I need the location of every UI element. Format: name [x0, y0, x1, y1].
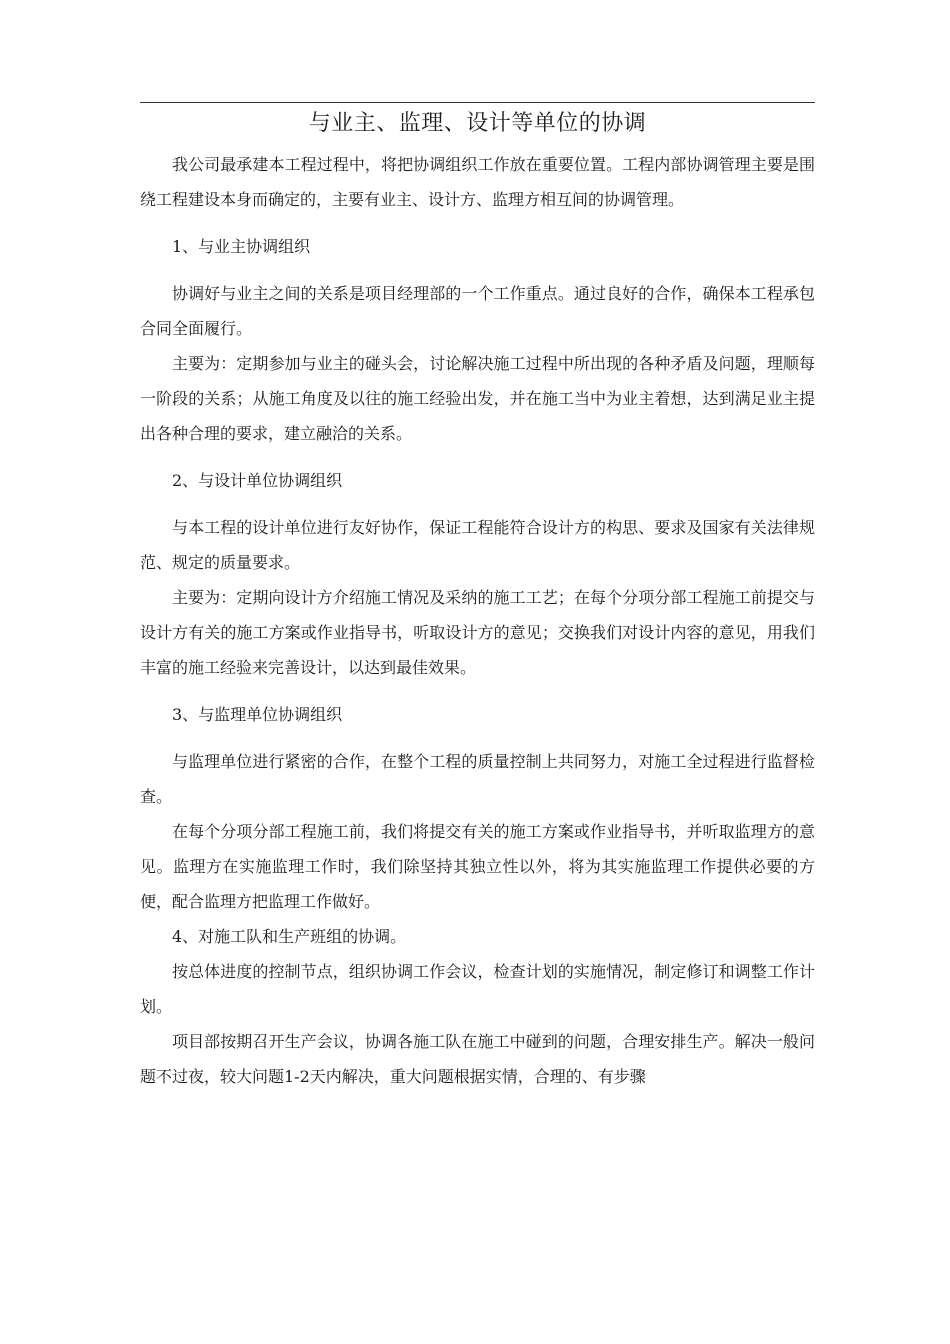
- section-supervision-paragraph-1: 与监理单位进行紧密的合作，在整个工程的质量控制上共同努力，对施工全过程进行监督检查。: [140, 752, 815, 806]
- section-heading-supervision: 3、与监理单位协调组织: [172, 705, 343, 724]
- section-owner-paragraph-1: 协调好与业主之间的关系是项目经理部的一个工作重点。通过良好的合作，确保本工程承包合同全面履行。: [140, 284, 815, 338]
- intro-paragraph: 我公司最承建本工程过程中，将把协调组织工作放在重要位置。工程内部协调管理主要是围绕工程建设本身而确定的，主要有业主、设计方、监理方相互间的协调管理。: [140, 155, 815, 209]
- section-owner-paragraph-2: 主要为：定期参加与业主的碰头会，讨论解决施工过程中所出现的各种矛盾及问题，理顺每一阶段的关系；从施工角度及以往的施工经验出发，并在施工当中为业主着想，达到满足业主提出各种合理的要求，建立融洽的关系。: [140, 354, 815, 443]
- section-teams-paragraph-2: 项目部按期召开生产会议，协调各施工队在施工中碰到的问题，合理安排生产。解决一般问题不过夜，较大问题1-2天内解决，重大问题根据实情，合理的、有步骤: [140, 1032, 815, 1086]
- section-heading-owner: 1、与业主协调组织: [172, 237, 311, 256]
- section-supervision-paragraph-2: 在每个分项分部工程施工前，我们将提交有关的施工方案或作业指导书，并听取监理方的意见。监理方在实施监理工作时，我们除坚持其独立性以外，将为其实施监理工作提供必要的方便，配合监理方把监理工作做好。: [140, 822, 815, 911]
- section-heading-design: 2、与设计单位协调组织: [172, 471, 343, 490]
- document-title: 与业主、监理、设计等单位的协调: [308, 111, 647, 136]
- section-design-paragraph-2: 主要为：定期向设计方介绍施工情况及采纳的施工工艺；在每个分项分部工程施工前提交与设计方有关的施工方案或作业指导书，听取设计方的意见；交换我们对设计内容的意见，用我们丰富的施工经验来完善设计，以达到最佳效果。: [140, 588, 815, 677]
- section-teams-paragraph-1: 按总体进度的控制节点，组织协调工作会议，检查计划的实施情况，制定修订和调整工作计划。: [140, 962, 815, 1016]
- section-heading-construction-teams: 4、对施工队和生产班组的协调。: [172, 927, 407, 946]
- document-page: [140, 102, 815, 1094]
- section-design-paragraph-1: 与本工程的设计单位进行友好协作，保证工程能符合设计方的构思、要求及国家有关法律规范、规定的质量要求。: [140, 518, 815, 572]
- header-rule: [140, 102, 815, 103]
